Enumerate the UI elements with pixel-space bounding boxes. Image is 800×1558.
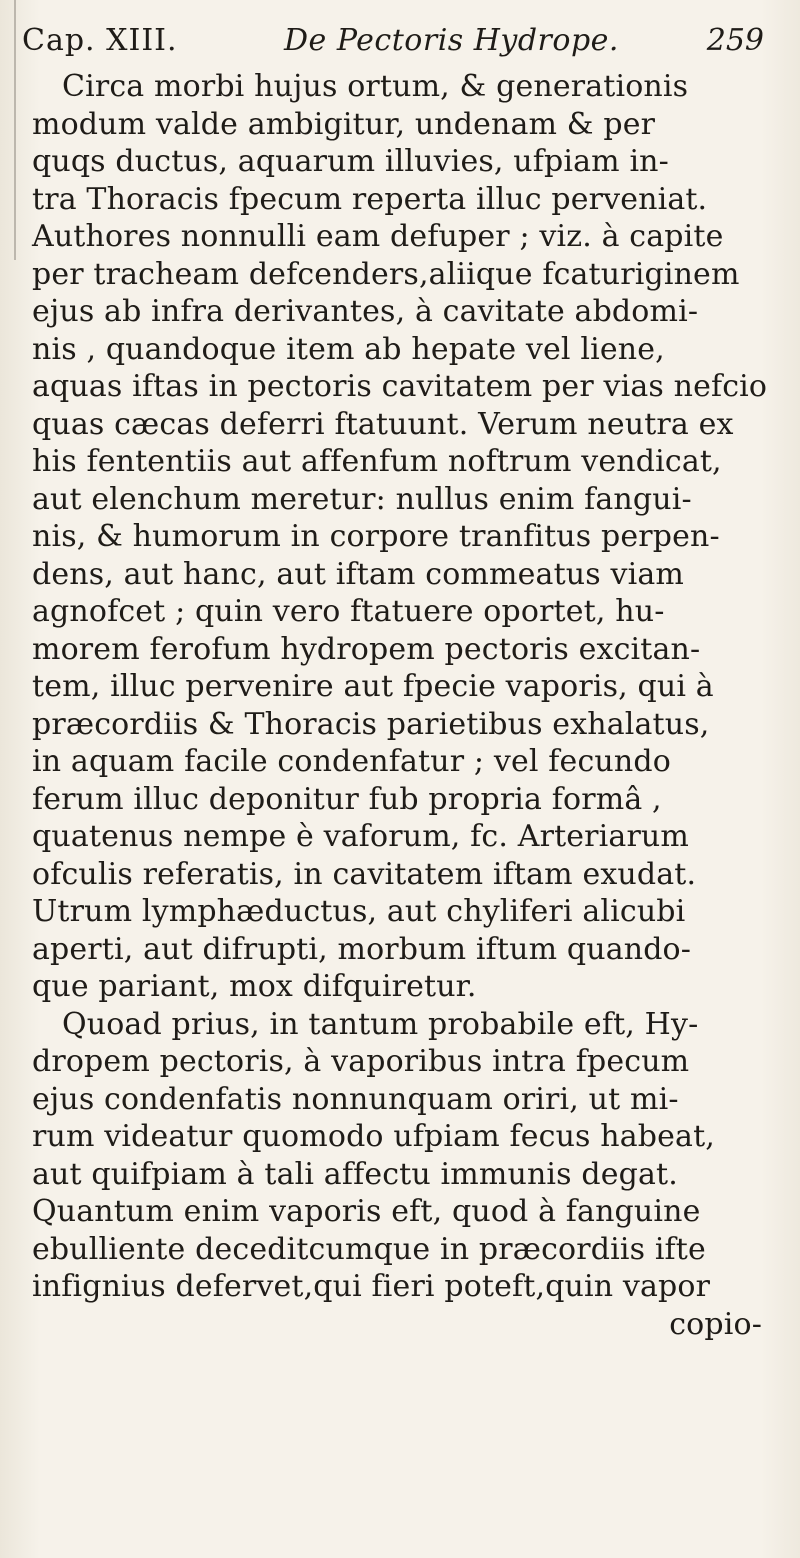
text-line: que pariant, mox difquiretur. [32,969,477,1004]
text-line: tra Thoracis fpecum reperta illuc perveniat. [32,181,708,217]
text-line: nis, & humorum in corpore tranfitus perpen- [32,519,720,554]
text-line: aut quifpiam à tali affectu immunis degat. [32,1156,678,1192]
text-line: rum videatur quomodo ufpiam fecus habeat, [32,1119,715,1154]
text-line: ejus condenfatis nonnunquam oriri, ut mi- [32,1081,679,1117]
text-line: aperti, aut difrupti, morbum iftum quando- [32,931,692,967]
text-line: ferum illuc deponitur fub propria formâ , [32,781,662,817]
running-title: De Pectoris Hydrope. [284,23,619,58]
text-line: aut elenchum meretur: nullus enim fangui- [32,481,692,517]
text-line: infignius defervet,qui fieri poteft,quin vapor [32,1269,711,1304]
text-line: tem, illuc pervenire aut fpecie vaporis, qui à [32,669,714,704]
text-line: Utrum lymphæductus, aut chyliferi alicubi [32,894,686,929]
text-line: in aquam facile condenfatur ; vel fecundo [32,744,671,779]
text-line: dropem pectoris, à vaporibus intra fpecum [32,1044,690,1079]
text-line: Quantum enim vaporis eft, quod à fanguine [32,1194,701,1229]
text-line: morem ferofum hydropem pectoris excitan- [32,631,701,667]
text-line: aquas iftas in pectoris cavitatem per vias nefcio [32,369,768,404]
text-line: modum valde ambigitur, undenam & per [32,106,656,142]
text-line: ejus ab infra derivantes, à cavitate abdomi- [32,294,699,329]
text-line: nis , quandoque item ab hepate vel liene, [32,331,665,367]
text-line: dens, aut hanc, aut iftam commeatus viam [32,556,684,592]
text-line: Quoad prius, in tantum probabile eft, Hy- [62,1006,699,1042]
page-number: 259 [706,23,764,58]
text-line: quas cæcas deferri ftatuunt. Verum neutra ex [32,406,734,442]
gutter-shadow [14,0,16,260]
text-line: per tracheam defcenders,aliique fcaturiginem [32,256,740,292]
text-line: Circa morbi hujus ortum, & generationis [62,69,689,104]
text-line: ofculis referatis, in cavitatem iftam exudat. [32,856,697,892]
page-header [22,18,782,64]
text-line: his fententiis aut affenfum noftrum vendicat, [32,444,722,479]
text-line: præcordiis & Thoracis parietibus exhalatus, [32,706,710,742]
body-text [32,68,772,1343]
text-line: agnofcet ; quin vero ftatuere oportet, hu- [32,594,665,629]
text-line: quqs ductus, aquarum illuvies, ufpiam in- [32,144,669,179]
text-line: quatenus nempe è vaforum, fc. Arteriarum [32,819,690,854]
text-line: Authores nonnulli eam defuper ; viz. à capite [32,219,724,254]
text-line: ebulliente deceditcumque in præcordiis ifte [32,1231,706,1267]
chapter-heading: Cap. XIII. [22,23,178,58]
catchword: copio- [669,1306,762,1342]
